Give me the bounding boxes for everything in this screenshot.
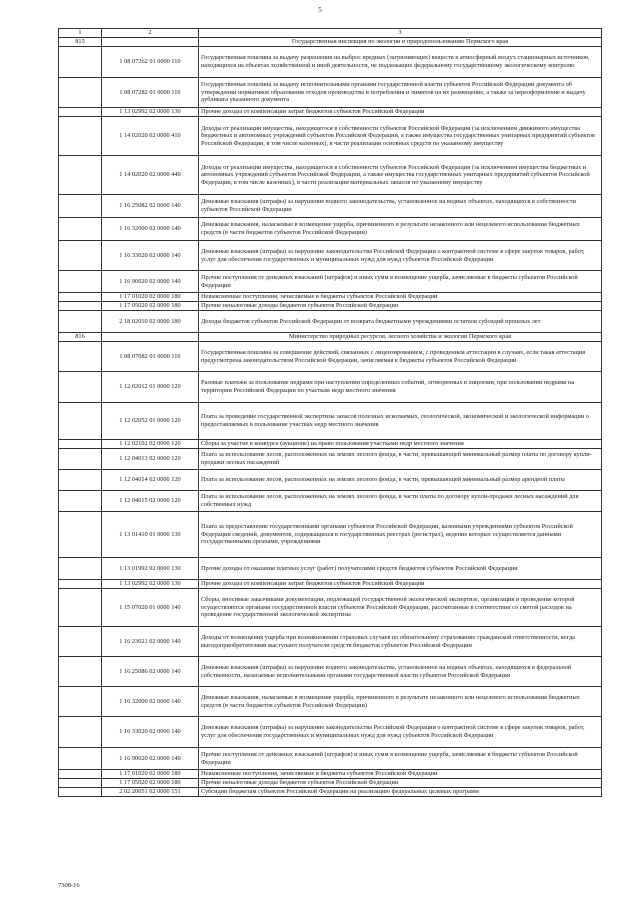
revenue-code-cell: 1 16 25082 02 0000 140 xyxy=(102,195,199,218)
revenue-code-cell: 1 08 07282 01 0000 110 xyxy=(102,78,199,108)
description-cell: Невыясненные поступления, зачисляемые в бюджеты субъектов Российской Федерации xyxy=(199,770,602,779)
admin-code-cell xyxy=(59,512,102,558)
revenue-code-cell: 1 16 32000 02 0000 140 xyxy=(102,218,199,241)
description-cell: Прочие поступления от денежных взысканий (штрафов) и иных сумм в возмещение ущерба, зачисляемые в бюджеты субъектов Российской Федерации xyxy=(199,748,602,770)
revenue-code-cell: 1 08 07262 01 0000 110 xyxy=(102,47,199,78)
table-row xyxy=(59,156,602,195)
description-cell: Прочие доходы от компенсации затрат бюджетов субъектов Российской Федерации xyxy=(199,580,602,589)
admin-code-cell xyxy=(59,293,102,302)
table-row xyxy=(59,770,602,779)
revenue-code-cell: 1 08 07082 01 0000 110 xyxy=(102,342,199,372)
table-row xyxy=(59,403,602,440)
admin-code-cell xyxy=(59,491,102,512)
revenue-code-cell: 1 13 01992 02 0000 130 xyxy=(102,558,199,580)
revenue-code-cell: 1 12 02052 01 0000 120 xyxy=(102,403,199,440)
description-cell: Государственная пошлина за выдачу исполнительными органами государственной власти субъектов Российской Федерации документа об утверждении нормативов образования отходов производства и потребления и лимитов на их размещение, а также за переоформление и выдачу дубликата указанного документа xyxy=(199,78,602,108)
description-cell: Прочие неналоговые доходы бюджетов субъектов Российской Федерации xyxy=(199,302,602,311)
revenue-code-cell: 1 12 02102 02 0000 120 xyxy=(102,440,199,449)
admin-code-cell xyxy=(59,748,102,770)
admin-code-cell xyxy=(59,218,102,241)
table-row xyxy=(59,218,602,241)
table-row xyxy=(59,748,602,770)
description-cell: Сборы, вносимые заказчиками документации, подлежащей государственной экологической экспертизе, организация и проведение которой осуществляется органами государственной власти субъектов Российской Федерации, рассчитанные в соответствии со сметой расходов на проведение государственной экологической экспертизы xyxy=(199,589,602,627)
description-cell: Государственная инспекция по экологии и природопользованию Пермского края xyxy=(199,38,602,47)
description-cell: Прочие поступления от денежных взысканий (штрафов) и иных сумм в возмещение ущерба, зачисляемые в бюджеты субъектов Российской Федерации xyxy=(199,271,602,293)
table-row xyxy=(59,108,602,117)
table-row xyxy=(59,788,602,797)
admin-code-cell xyxy=(59,78,102,108)
description-cell: Денежные взыскания (штрафы) за нарушение законодательства Российской Федерации о контрактной системе в сфере закупок товаров, работ, услуг для обеспечения государственных и муниципальных нужд для нужд субъектов Российской Федерации xyxy=(199,717,602,748)
description-cell: Разовые платежи за пользование недрами при наступлении определенных событий, оговоренных в лицензии, при пользовании недрами на территории Российской Федерации по участкам недр местного значения xyxy=(199,372,602,403)
table-row xyxy=(59,47,602,78)
revenue-code-cell: 1 13 02992 02 0000 130 xyxy=(102,108,199,117)
admin-code-cell xyxy=(59,108,102,117)
table-row xyxy=(59,512,602,558)
admin-code-cell xyxy=(59,117,102,156)
admin-code-cell xyxy=(59,770,102,779)
table-row xyxy=(59,449,602,470)
revenue-code-cell xyxy=(102,38,199,47)
admin-code-cell xyxy=(59,311,102,333)
admin-code-cell xyxy=(59,271,102,293)
description-cell: Плата за предоставление государственными органами субъектов Российской Федерации, казенными учреждениями субъектов Российской Федерации сведений, документов, содержащихся в государственных реестрах (регистрах), ведение которых осуществляется данными государственными органами, учреждениями xyxy=(199,512,602,558)
revenue-code-cell: 1 16 33020 02 0000 140 xyxy=(102,717,199,748)
table-row xyxy=(59,271,602,293)
table-row xyxy=(59,627,602,657)
description-cell: Плата за использование лесов, расположенных на землях лесного фонда, в части, превышающей минимальный размер платы по договору купли-продажи лесных насаждений xyxy=(199,449,602,470)
description-cell: Невыясненные поступления, зачисляемые в бюджеты субъектов Российской Федерации xyxy=(199,293,602,302)
description-cell: Прочие доходы от компенсации затрат бюджетов субъектов Российской Федерации xyxy=(199,108,602,117)
revenue-codes-table xyxy=(58,28,602,797)
revenue-code-cell: 1 16 33020 02 0000 140 xyxy=(102,241,199,271)
revenue-code-cell: 1 14 02020 02 0000 410 xyxy=(102,117,199,156)
table-header-row xyxy=(59,29,602,38)
table-row xyxy=(59,491,602,512)
admin-code-cell xyxy=(59,717,102,748)
description-cell: Субсидии бюджетам субъектов Российской Федерации на реализацию федеральных целевых программ xyxy=(199,788,602,797)
revenue-code-cell: 1 12 02012 01 0000 120 xyxy=(102,372,199,403)
description-cell: Прочие неналоговые доходы бюджетов субъектов Российской Федерации xyxy=(199,779,602,788)
admin-code-cell xyxy=(59,342,102,372)
revenue-code-cell: 1 13 01410 01 0000 130 xyxy=(102,512,199,558)
document-id: 7308-16 xyxy=(58,882,80,889)
description-cell: Денежные взыскания (штрафы) за нарушение законодательства Российской Федерации о контрактной системе в сфере закупок товаров, работ, услуг для обеспечения государственных и муниципальных нужд для нужд субъектов Российской Федерации xyxy=(199,241,602,271)
revenue-code-cell: 1 16 90020 02 0000 140 xyxy=(102,271,199,293)
table-row xyxy=(59,117,602,156)
description-cell: Плата за проведение государственной экспертизы запасов полезных ископаемых, геологической, экономической и экологической информации о предоставляемых в пользование участках недр местного значения xyxy=(199,403,602,440)
description-cell: Доходы от возмещения ущерба при возникновении страховых случаев по обязательному страхованию гражданской ответственности, когда выгодоприобретателями выступают получатели средств бюджетов субъектов Российской Федерации xyxy=(199,627,602,657)
admin-code-cell xyxy=(59,47,102,78)
description-cell: Прочие доходы от оказания платных услуг (работ) получателями средств бюджетов субъектов Российской Федерации xyxy=(199,558,602,580)
column-header-3: 3 xyxy=(199,29,602,38)
description-cell: Денежные взыскания (штрафы) за нарушение водного законодательства, установленное на водных объектах, находящихся в федеральной собственности, налагаемые исполнительными органами государственной власти субъектов Российской Федерации xyxy=(199,657,602,687)
admin-code-cell xyxy=(59,440,102,449)
revenue-code-cell: 2 18 02010 02 0000 180 xyxy=(102,311,199,333)
description-cell: Доходы бюджетов субъектов Российской Федерации от возврата бюджетными учреждениями остатков субсидий прошлых лет xyxy=(199,311,602,333)
table-row xyxy=(59,717,602,748)
admin-code-cell xyxy=(59,627,102,657)
page-number: 5 xyxy=(318,6,322,14)
section-row xyxy=(59,38,602,47)
table-row xyxy=(59,241,602,271)
description-cell: Сборы за участие в конкурсе (аукционе) на право пользования участками недр местного значения xyxy=(199,440,602,449)
admin-code-cell xyxy=(59,589,102,627)
revenue-code-cell: 1 17 01020 02 0000 180 xyxy=(102,293,199,302)
admin-code-cell xyxy=(59,195,102,218)
admin-code-cell xyxy=(59,580,102,589)
table-row xyxy=(59,558,602,580)
admin-code-cell xyxy=(59,241,102,271)
description-cell: Министерство природных ресурсов, лесного хозяйства и экологии Пермского края xyxy=(199,333,602,342)
revenue-code-cell: 1 14 02020 02 0000 440 xyxy=(102,156,199,195)
admin-code-cell xyxy=(59,779,102,788)
admin-code-cell xyxy=(59,449,102,470)
description-cell: Денежные взыскания, налагаемые в возмещение ущерба, причиненного в результате незаконного или нецелевого использования бюджетных средств (в части бюджетов субъектов Российской Федерации) xyxy=(199,687,602,717)
revenue-code-cell: 1 13 02992 02 0000 130 xyxy=(102,580,199,589)
table-row xyxy=(59,470,602,491)
revenue-code-cell: 1 16 23021 02 0000 140 xyxy=(102,627,199,657)
table-row xyxy=(59,195,602,218)
admin-code-cell xyxy=(59,558,102,580)
description-cell: Денежные взыскания (штрафы) за нарушение водного законодательства, установленное на водных объектах, находящихся в собственности субъектов Российской Федерации xyxy=(199,195,602,218)
table-row xyxy=(59,779,602,788)
table-row xyxy=(59,311,602,333)
admin-code-cell xyxy=(59,788,102,797)
table-row xyxy=(59,589,602,627)
revenue-code-cell: 2 02 20051 02 0000 151 xyxy=(102,788,199,797)
description-cell: Доходы от реализации имущества, находящегося в собственности субъектов Российской Федерации (за исключением имущества бюджетных и автономных учреждений субъектов Российской Федерации, а также имущества государственных унитарных предприятий субъектов Российской Федерации, в том числе казенных), в части реализации материальных запасов по указанному имуществу xyxy=(199,156,602,195)
description-cell: Государственная пошлина за совершение действий, связанных с лицензированием, с проведением аттестации в случаях, если такая аттестация предусмотрена законодательством Российской Федерации, зачисляемая в бюджеты субъектов Российской Федерации xyxy=(199,342,602,372)
admin-code-cell xyxy=(59,156,102,195)
revenue-code-cell: 1 12 04014 02 0000 120 xyxy=(102,470,199,491)
revenue-code-cell: 1 17 05020 02 0000 180 xyxy=(102,779,199,788)
admin-code-cell xyxy=(59,403,102,440)
table-row xyxy=(59,342,602,372)
admin-code-cell xyxy=(59,372,102,403)
description-cell: Плата за использование лесов, расположенных на землях лесного фонда, в части платы по договору купли-продажи лесных насаждений для собственных нужд xyxy=(199,491,602,512)
table-row xyxy=(59,293,602,302)
description-cell: Плата за использование лесов, расположенных на землях лесного фонда, в части, превышающей минимальный размер арендной платы xyxy=(199,470,602,491)
table-row xyxy=(59,78,602,108)
admin-code-cell xyxy=(59,657,102,687)
revenue-code-cell: 1 15 07020 01 0000 140 xyxy=(102,589,199,627)
section-row xyxy=(59,333,602,342)
revenue-code-cell: 1 17 05020 02 0000 180 xyxy=(102,302,199,311)
admin-code-cell xyxy=(59,302,102,311)
table-row xyxy=(59,302,602,311)
table-row xyxy=(59,440,602,449)
revenue-code-cell: 1 12 04015 02 0000 120 xyxy=(102,491,199,512)
table-row xyxy=(59,372,602,403)
revenue-code-cell: 1 16 90020 02 0000 140 xyxy=(102,748,199,770)
table-row xyxy=(59,657,602,687)
table-row xyxy=(59,687,602,717)
description-cell: Государственная пошлина за выдачу разрешения на выброс вредных (загрязняющих) веществ в атмосферный воздух стационарных источников, находящихся на объектах хозяйственной и иной деятельности, не подлежащих федеральному государственному экологическому контролю xyxy=(199,47,602,78)
revenue-code-cell xyxy=(102,333,199,342)
column-header-1: 1 xyxy=(59,29,102,38)
admin-code-cell xyxy=(59,470,102,491)
revenue-code-cell: 1 16 32000 02 0000 140 xyxy=(102,687,199,717)
admin-code-cell xyxy=(59,687,102,717)
description-cell: Доходы от реализации имущества, находящегося в собственности субъектов Российской Федерации (за исключением движимого имущества бюджетных и автономных учреждений субъектов Российской Федерации, а также имущества государственных унитарных предприятий субъектов Российской Федерации, в том числе казенных), в части реализации основных средств по указанному имуществу xyxy=(199,117,602,156)
admin-code-cell: 816 xyxy=(59,333,102,342)
revenue-code-cell: 1 16 25086 02 0000 140 xyxy=(102,657,199,687)
table-row xyxy=(59,580,602,589)
description-cell: Денежные взыскания, налагаемые в возмещение ущерба, причиненного в результате незаконного или нецелевого использования бюджетных средств (в части бюджетов субъектов Российской Федерации) xyxy=(199,218,602,241)
revenue-code-cell: 1 17 01020 02 0000 180 xyxy=(102,770,199,779)
column-header-2: 2 xyxy=(102,29,199,38)
admin-code-cell: 815 xyxy=(59,38,102,47)
revenue-code-cell: 1 12 04013 02 0000 120 xyxy=(102,449,199,470)
